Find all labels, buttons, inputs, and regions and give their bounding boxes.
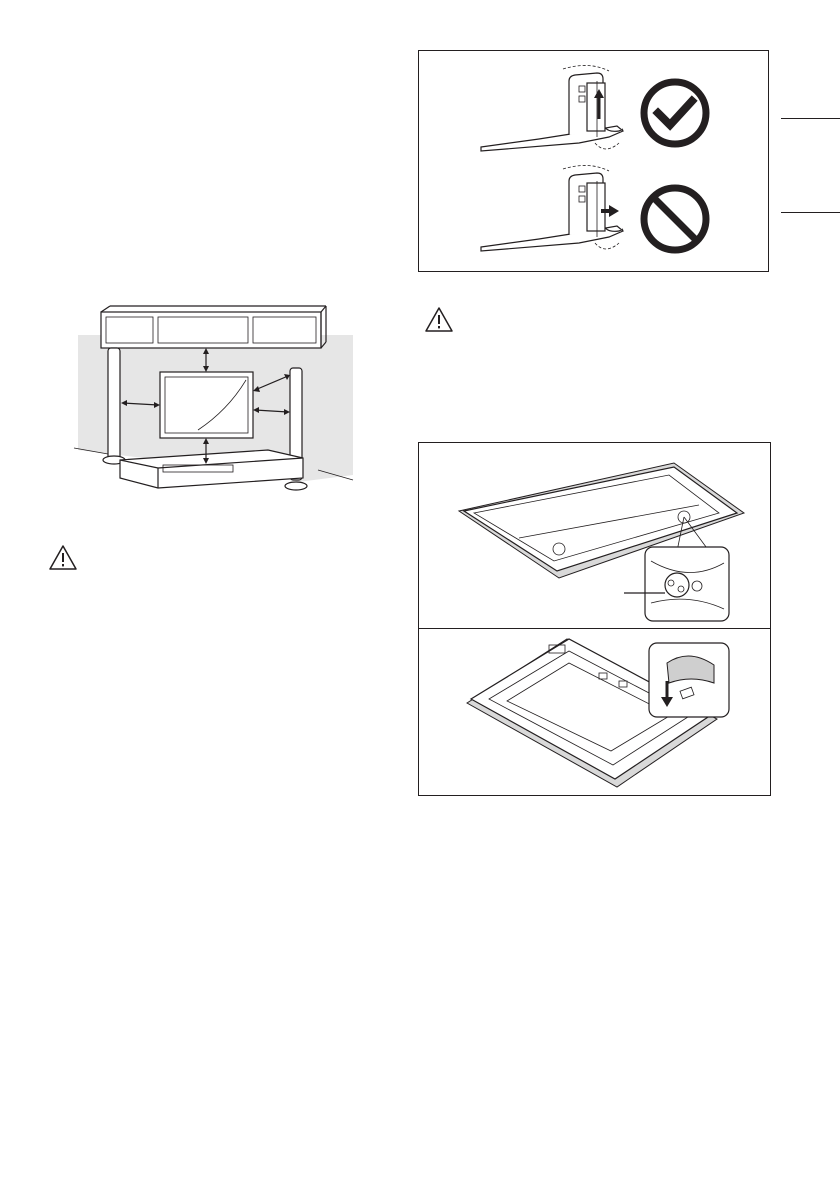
stand-correct-illustration	[481, 65, 623, 151]
magnified-detail-view	[624, 547, 729, 621]
warning-triangle-icon	[48, 544, 78, 571]
tv-clearance-illustration	[68, 300, 368, 500]
stand-incorrect-illustration	[481, 165, 623, 251]
film-detail-view	[649, 643, 729, 717]
margin-tab-mark-top	[781, 118, 840, 119]
margin-tab-mark-bottom	[781, 212, 840, 213]
warning-triangle-icon	[424, 306, 454, 333]
tv-back-figure	[418, 442, 771, 796]
check-mark-icon	[644, 82, 706, 144]
prohibited-icon	[644, 188, 706, 250]
stand-insertion-figure	[418, 50, 769, 272]
